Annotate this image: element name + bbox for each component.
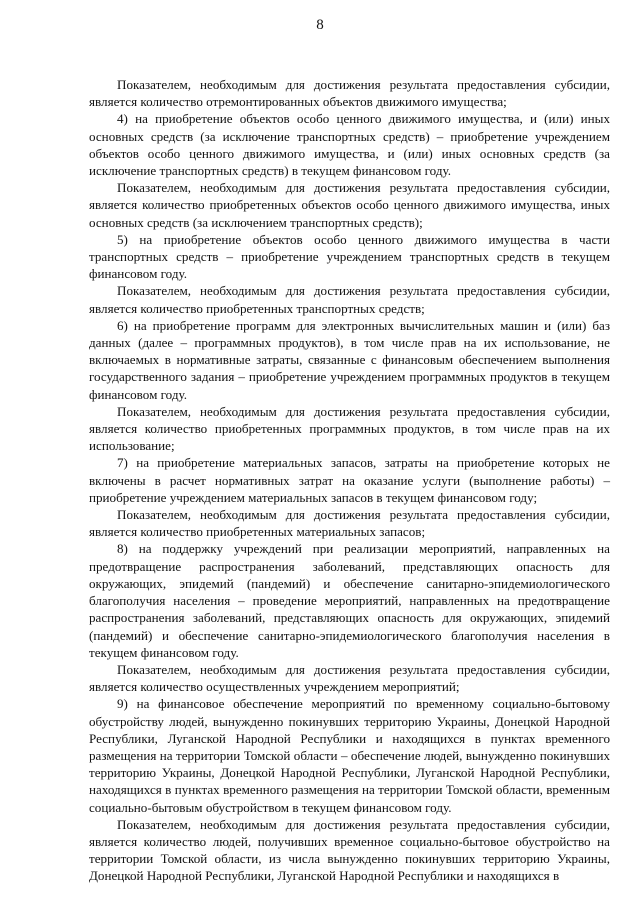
paragraph-item-7-material-stocks: 7) на приобретение материальных запасов, затраты на приобретение которых не включены в расчет нормативных затрат на оказание услуги (выполнение работы) – приобретение учреждением материальных запасов в текущем финансовом году; (89, 455, 610, 505)
paragraph-item-9-temporary-accommodation: 9) на финансовое обеспечение мероприятий по временному социально-бытовому обустройству людей, вынужденно покинувших территорию Украины, Донецкой Народной Республики, Луганской Народной Республики и находящихся в пунктах временного размещения на территории Томской области – обеспечение людей, вынужденно покинувших территорию Украины, Донецкой Народной Республики, Луганской Народной Республики, находящихся в пунктах временного размещения на территории Томской области, временным социально-бытовым обустройством в текущем финансовом году. (89, 696, 610, 815)
paragraph-indicator-acquired-property: Показателем, необходимым для достижения результата предоставления субсидии, является количество приобретенных объектов особо ценного движимого имущества, иных основных средств (за исключением транспортных средств); (89, 180, 610, 230)
paragraph-item-6-software: 6) на приобретение программ для электронных вычислительных машин и (или) баз данных (далее – программных продуктов), в том числе прав на их использование, не включаемых в нормативные затраты, связанные с финансовым обеспечением выполнения государственного задания – приобретение учреждением программных продуктов в текущем финансовом году. (89, 317, 610, 402)
paragraph-indicator-repaired-property: Показателем, необходимым для достижения результата предоставления субсидии, является количество отремонтированных объектов движимого имущества; (89, 77, 610, 110)
paragraph-indicator-acquired-software: Показателем, необходимым для достижения результата предоставления субсидии, является количество приобретенных программных продуктов, в том числе прав на их использование; (89, 403, 610, 454)
paragraph-indicator-events: Показателем, необходимым для достижения результата предоставления субсидии, является количество осуществленных учреждением мероприятий; (89, 661, 610, 695)
paragraph-indicator-acquired-vehicles: Показателем, необходимым для достижения результата предоставления субсидии, является количество приобретенных транспортных средств; (89, 283, 610, 316)
paragraph-indicator-acquired-stocks: Показателем, необходимым для достижения результата предоставления субсидии, является количество приобретенных материальных запасов; (89, 507, 610, 540)
paragraph-indicator-people-accommodated: Показателем, необходимым для достижения результата предоставления субсидии, является количество людей, получивших временное социально-бытовое обустройство на территории Томской области, из числа вынужденно покинувших территорию Украины, Донецкой Народной Республики, Луганской Народной Республики и находящихся в (89, 816, 610, 884)
paragraph-item-5-vehicles: 5) на приобретение объектов особо ценного движимого имущества в части транспортных средств – приобретение учреждением транспортных средств в текущем финансовом году. (89, 231, 610, 282)
paragraph-item-4-valuable-property: 4) на приобретение объектов особо ценного движимого имущества, и (или) иных основных средств (за исключение транспортных средств) – приобретение учреждением объектов особо ценного движимого имущества, и (или) иных основных средств (за исключение транспортных средств) в текущем финансовом году. (89, 111, 610, 179)
document-body (89, 76, 610, 885)
page-number: 8 (316, 17, 324, 33)
paragraph-item-8-disease-prevention: 8) на поддержку учреждений при реализации мероприятий, направленных на предотвращение распространения заболеваний, представляющих опасность для окружающих, эпидемий (пандемий) и обеспечение санитарно-эпидемиологического благополучия населения – проведение мероприятий, направленных на предотвращение распространения заболеваний, представляющих опасность для окружающих, эпидемий (пандемий) и обеспечение санитарно-эпидемиологического благополучия населения в текущем финансовом году. (89, 541, 610, 660)
